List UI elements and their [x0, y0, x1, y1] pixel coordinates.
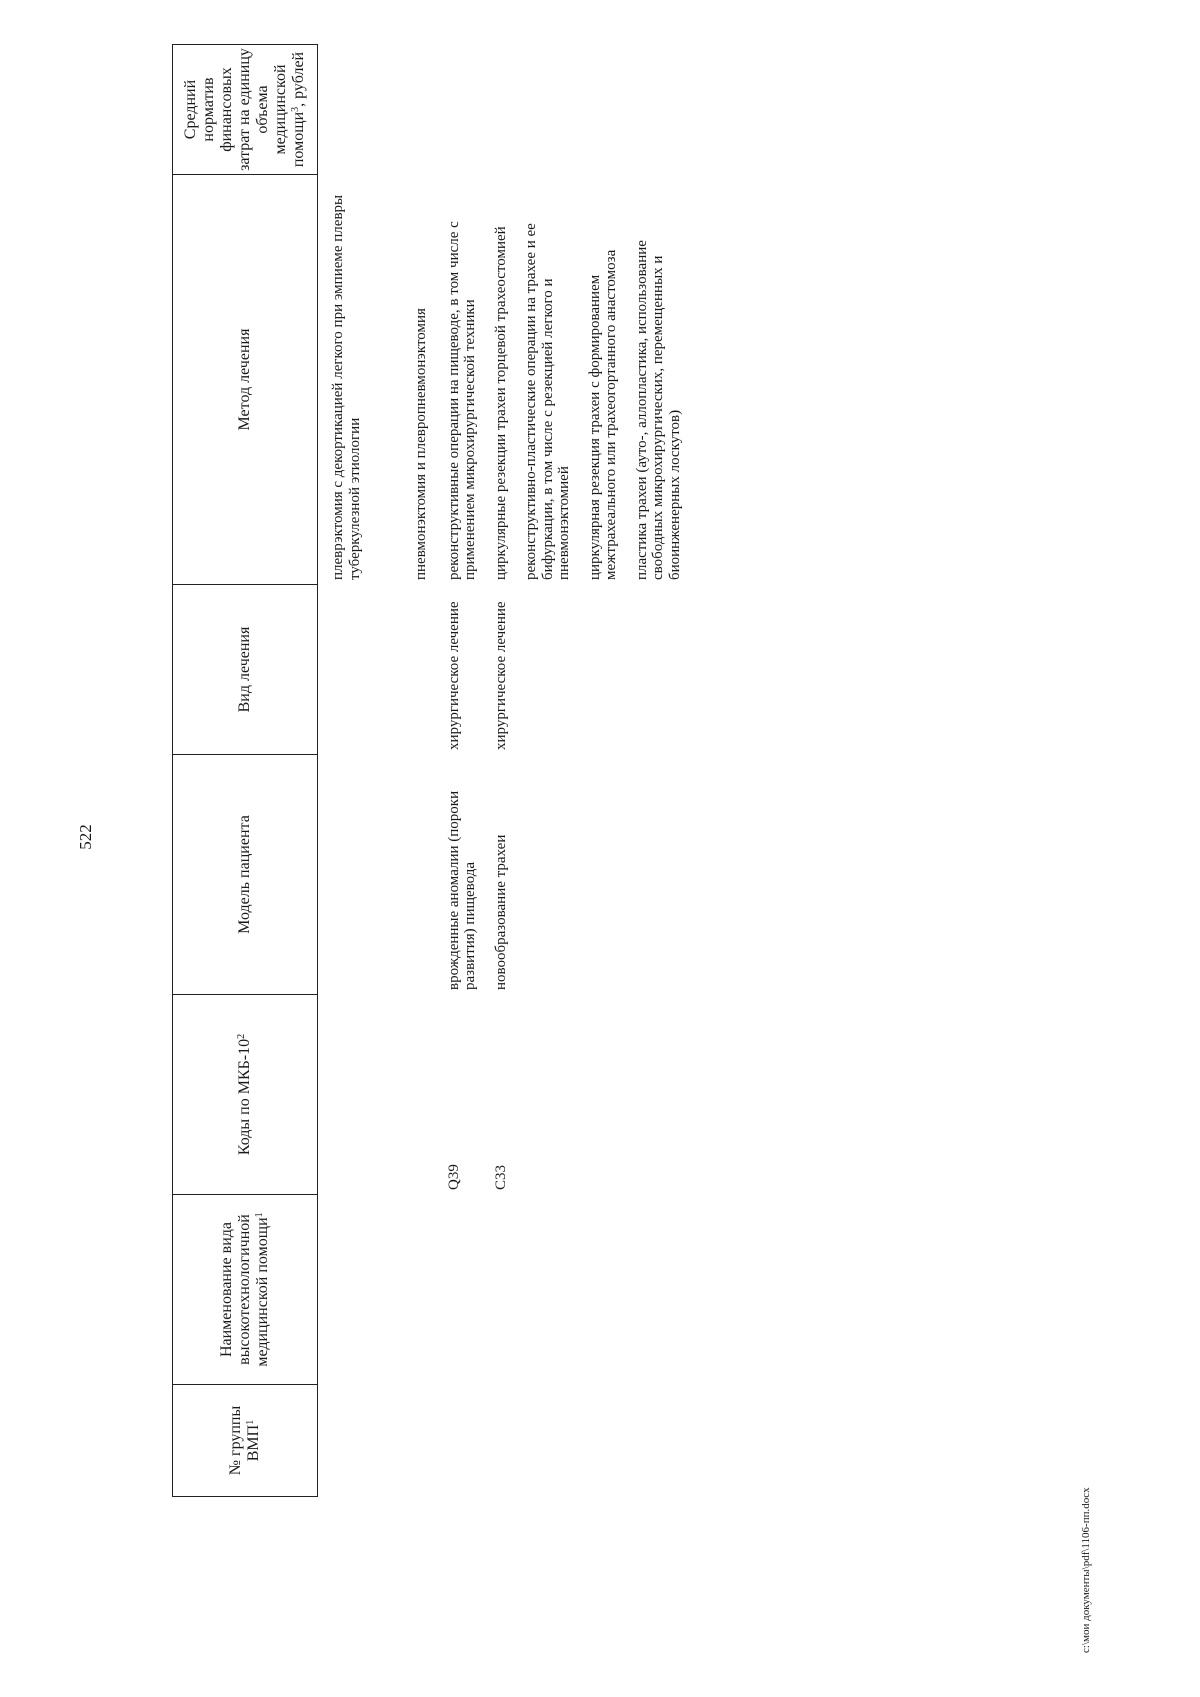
cell-treatment: хирургическое лечение — [492, 601, 509, 750]
table-row — [413, 45, 430, 1497]
cell-code: Q39 — [445, 1164, 462, 1190]
cell-code — [634, 995, 684, 1195]
cell-method: пневмонэктомия и плевропневмонэктомия — [413, 308, 429, 580]
header-icd-codes: Коды по МКБ-$10^2$ — [173, 995, 318, 1195]
cell-name — [446, 1195, 479, 1385]
cell-group — [587, 1385, 620, 1497]
cell-method: реконструктивно-пластические операции на трахее и ее бифуркации, в том числе с резекцией легкого и пневмонэктомией — [523, 223, 572, 580]
cell-name — [413, 1195, 430, 1385]
cell-treatment: хирургическое лечение — [445, 601, 462, 750]
cell-name — [523, 1195, 573, 1385]
page-number: 522 — [76, 824, 95, 850]
cell-method: циркулярные резекции трахеи торцевой трахеостомией — [492, 226, 509, 580]
cell-code — [523, 995, 573, 1195]
cell-treatment — [587, 585, 620, 755]
cell-cost — [330, 45, 363, 175]
header-patient-model: Модель пациента — [173, 755, 318, 995]
cell-method: циркулярная резекция трахеи с формированием межтрахеального или трахеогортанного анастомоза — [586, 249, 619, 580]
cell-name — [330, 1195, 363, 1385]
table-row — [523, 45, 573, 1497]
header-group-number: № группы ВМП$^1$ — [173, 1385, 318, 1497]
header-row — [173, 45, 318, 1497]
cell-group — [523, 1385, 573, 1497]
cell-method: реконструктивные операции на пищеводе, в том числе с применением микрохирургической техники — [445, 221, 478, 580]
table-row — [330, 45, 363, 1497]
cell-treatment — [523, 585, 573, 755]
cell-method: пластика трахеи (ауто-, аллопластика, использование свободных микрохирургических, перемещенных и биоинженерных лоскутов) — [633, 240, 683, 580]
cell-model: новообразование трахеи — [492, 834, 509, 990]
cell-method: плеврэктомия с декортикацией легкого при эмпиеме плевры туберкулезной этиологии — [330, 194, 363, 580]
header-care-type-name: Наименование вида высокотехнологичной медицинской помощи$^1$ — [173, 1195, 318, 1385]
cell-group — [446, 1385, 479, 1497]
header-treatment-method: Метод лечения — [173, 175, 318, 585]
cell-model — [587, 755, 620, 995]
cell-model: врожденные аномалии (пороки развития) пищевода — [445, 790, 478, 990]
cell-cost — [634, 45, 684, 175]
cell-name — [587, 1195, 620, 1385]
footer-file-path: c:\мои документы\pdf\1106-пп.docx — [1080, 1487, 1092, 1653]
cell-group — [413, 1385, 430, 1497]
table-row — [587, 45, 620, 1497]
cell-treatment — [330, 585, 363, 755]
cell-group — [634, 1385, 684, 1497]
cell-cost — [413, 45, 430, 175]
cell-group — [493, 1385, 510, 1497]
table-row — [493, 45, 510, 1497]
table-row — [634, 45, 684, 1497]
cell-cost — [587, 45, 620, 175]
header-average-cost: Средний норматив финансовых затрат на единицу объема медицинской помощи$^3$, рублей — [173, 45, 318, 175]
vmp-table — [172, 44, 683, 1497]
table-row — [446, 45, 479, 1497]
cell-cost — [493, 45, 510, 175]
cell-treatment — [634, 585, 684, 755]
cell-treatment — [413, 585, 430, 755]
cell-cost — [523, 45, 573, 175]
cell-code — [587, 995, 620, 1195]
cell-code — [330, 995, 363, 1195]
cell-code — [413, 995, 430, 1195]
cell-model — [413, 755, 430, 995]
cell-name — [493, 1195, 510, 1385]
header-treatment-type: Вид лечения — [173, 585, 318, 755]
cell-name — [634, 1195, 684, 1385]
cell-cost — [446, 45, 479, 175]
cell-model — [523, 755, 573, 995]
cell-group — [330, 1385, 363, 1497]
cell-model — [330, 755, 363, 995]
cell-code: C33 — [492, 1164, 509, 1190]
cell-model — [634, 755, 684, 995]
